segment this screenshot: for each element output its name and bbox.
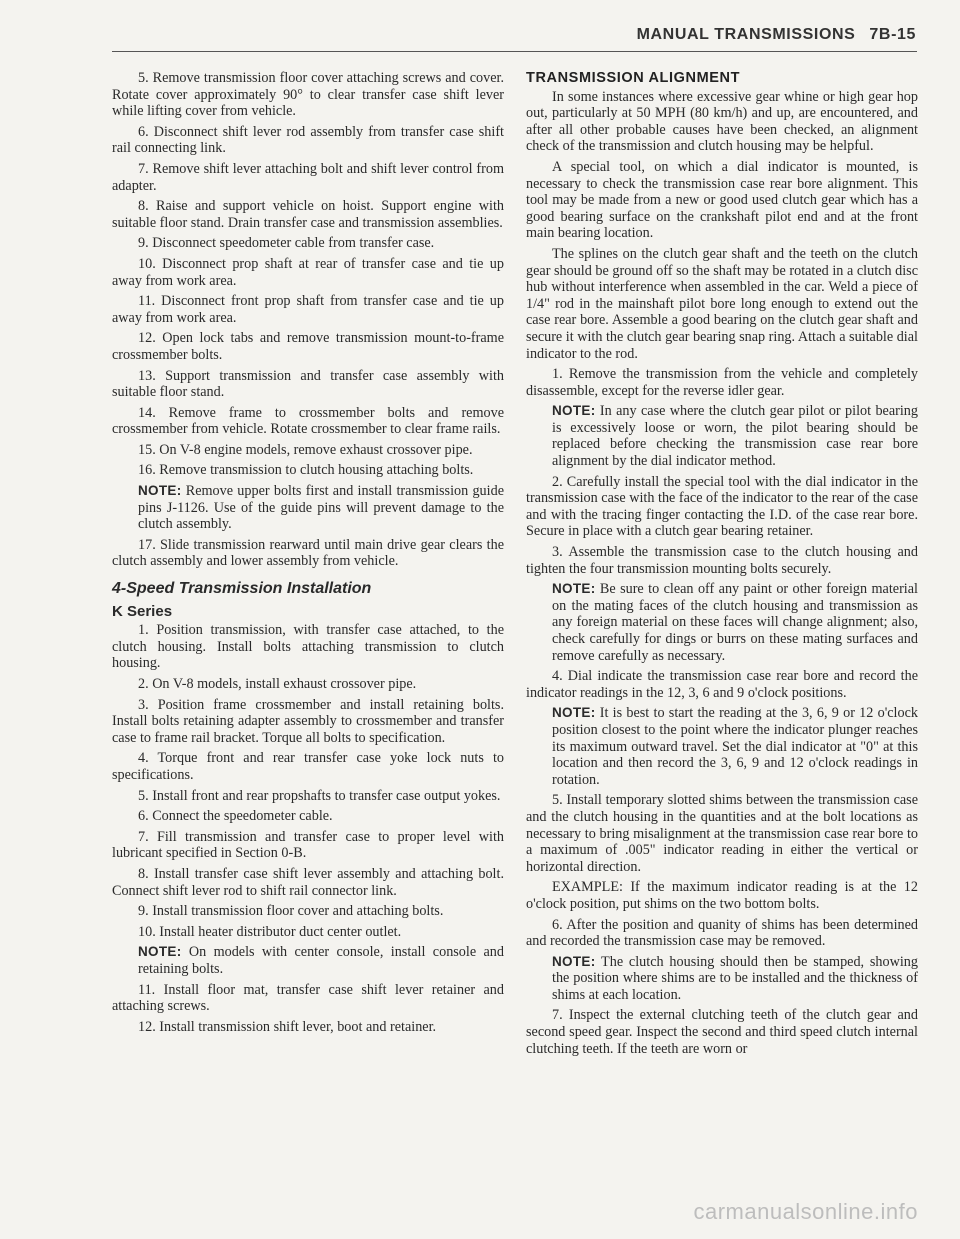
- note-paragraph: [138, 483, 504, 533]
- note-paragraph: [138, 944, 504, 977]
- subsection-heading: K Series: [112, 602, 173, 620]
- step-paragraph: 11. Install floor mat, transfer case shift lever retainer and attaching screws.: [112, 981, 504, 1015]
- step-paragraph: 4. Dial indicate the transmission case rear bore and record the indicator readings in the 12, 3, 6 and 9 o'clock positions.: [526, 668, 918, 701]
- step-paragraph: 7. Fill transmission and transfer case to proper level with lubricant specified in Section 0-B.: [112, 828, 504, 862]
- step-paragraph: 10. Disconnect prop shaft at rear of transfer case and tie up away from work area.: [112, 255, 504, 289]
- page-number: 7B-15: [869, 26, 916, 43]
- step-paragraph: 5. Install front and rear propshafts to transfer case output yokes.: [138, 787, 501, 804]
- step-paragraph: 9. Disconnect speedometer cable from transfer case.: [138, 235, 435, 252]
- step-paragraph: 4. Torque front and rear transfer case yoke lock nuts to specifications.: [112, 750, 504, 783]
- note-paragraph: [552, 581, 918, 664]
- note-text: Be sure to clean off any paint or other foreign material on the mating faces of the clutch housing and transmission as any foreign material on these faces will change alignment; also, check carefully for dings or burrs on these mating surfaces and remove carefully as necessary.: [552, 581, 918, 664]
- step-paragraph: 13. Support transmission and transfer case assembly with suitable floor stand.: [112, 367, 504, 401]
- step-paragraph: 7. Inspect the external clutching teeth of the clutch gear and second speed gear. Inspect the second and third speed clutch internal clutching teeth. If the teeth are worn or: [526, 1007, 918, 1057]
- step-paragraph: 11. Disconnect front prop shaft from transfer case and tie up away from work area.: [112, 293, 504, 326]
- section-heading: 4-Speed Transmission Installation: [112, 580, 372, 598]
- step-paragraph: 16. Remove transmission to clutch housing attaching bolts.: [138, 462, 474, 479]
- note-label: NOTE:: [138, 483, 182, 499]
- step-paragraph: 6. Disconnect shift lever rod assembly from transfer case shift rail connecting link.: [112, 123, 504, 157]
- body-paragraph: A special tool, on which a dial indicator is mounted, is necessary to check the transmission case rear bore alignment. This tool may be made from a new or good used clutch gear which has a good bearing surface on the crankshaft pilot end and at the front main bearing location.: [526, 158, 918, 242]
- note-label: NOTE:: [552, 403, 596, 419]
- note-label: NOTE:: [138, 944, 182, 960]
- step-paragraph: 12. Install transmission shift lever, boot and retainer.: [138, 1018, 437, 1035]
- step-paragraph: 2. Carefully install the special tool with the dial indicator in the transmission case with the face of the indicator to the rear of the case and with the tracing finger contacting the I.D. of the case rear bore. Secure in place with a clutch gear bearing retainer.: [526, 473, 918, 540]
- body-paragraph: The splines on the clutch gear shaft and the teeth on the clutch gear should be ground off so the shaft may be rotated in a clutch disc hub without interference when assembled in the car. Weld a piece of 1/4" rod in the mainshaft pilot bore long enough to extend out the case rear bore. Assemble a good bearing on the clutch gear shaft and secure it with the clutch gear bearing snap ring. Attach a suitable dial indicator to the rod.: [526, 245, 918, 362]
- step-paragraph: 10. Install heater distributor duct center outlet.: [138, 923, 402, 940]
- step-paragraph: 15. On V-8 engine models, remove exhaust crossover pipe.: [138, 441, 473, 458]
- note-text: On models with center console, install console and retaining bolts.: [138, 944, 504, 977]
- step-paragraph: 3. Assemble the transmission case to the clutch housing and tighten the four transmission mounting bolts securely.: [526, 544, 918, 577]
- body-paragraph: In some instances where excessive gear whine or high gear hop out, particularly at 50 MPH (80 km/h) and up, are encountered, and after all other probable causes have been checked, an alignment check of the transmission and clutch housing may be helpful.: [526, 88, 918, 155]
- note-text: It is best to start the reading at the 3, 6, 9 or 12 o'clock position closest to the point where the indicator plunger reaches its maximum outward travel. Set the dial indicator at "0" at this location and then record the 3, 6, 9 and 12 o'clock readings in rotation.: [552, 705, 918, 788]
- note-label: NOTE:: [552, 705, 596, 721]
- watermark: carmanualsonline.info: [693, 1199, 918, 1224]
- step-paragraph: 14. Remove frame to crossmember bolts and remove crossmember from vehicle. Rotate crossmember to clear frame rails.: [112, 404, 504, 438]
- note-paragraph: [552, 705, 918, 788]
- step-paragraph: 3. Position frame crossmember and install retaining bolts. Install bolts retaining adapter assembly to crossmember and transfer case to frame rail bracket. Torque all bolts to specification.: [112, 696, 504, 746]
- note-text: In any case where the clutch gear pilot or pilot bearing is excessively loose or worn, the pilot bearing should be replaced before checking the transmission case rear bore alignment by the dial indicator method.: [552, 403, 918, 470]
- step-paragraph: 1. Remove the transmission from the vehicle and completely disassemble, except for the reverse idler gear.: [526, 366, 918, 399]
- header-rule: [112, 51, 917, 52]
- chapter-title: MANUAL TRANSMISSIONS: [636, 26, 856, 43]
- note-paragraph: [552, 403, 918, 469]
- step-paragraph: 5. Install temporary slotted shims between the transmission case and the clutch housing in the quantities and at the bolt locations as necessary to bring misalignment at the transmission case rear bore to a maximum of .005" indicator reading in either the vertical or horizontal direction.: [526, 792, 918, 875]
- step-paragraph: 2. On V-8 models, install exhaust crossover pipe.: [138, 676, 417, 692]
- note-label: NOTE:: [552, 953, 596, 969]
- step-paragraph: 6. Connect the speedometer cable.: [138, 808, 333, 825]
- step-paragraph: 8. Raise and support vehicle on hoist. Support engine with suitable floor stand. Drain transfer case and transmission assemblies.: [112, 198, 504, 231]
- note-text: Remove upper bolts first and install transmission guide pins J-1126. Use of the guide pins will prevent damage to the clutch assembly.: [138, 483, 504, 533]
- step-paragraph: 6. After the position and quanity of shims has been determined and recorded the transmission case may be removed.: [526, 916, 918, 950]
- note-text: The clutch housing should then be stamped, showing the position where shims are to be installed and the thickness of shims at each location.: [552, 953, 918, 1003]
- right-column: [526, 70, 918, 1061]
- step-paragraph: 1. Position transmission, with transfer case attached, to the clutch housing. Install bolts attaching transmission to clutch housing.: [112, 622, 504, 672]
- step-paragraph: 9. Install transmission floor cover and attaching bolts.: [138, 903, 444, 920]
- note-paragraph: [552, 954, 918, 1004]
- example-paragraph: EXAMPLE: If the maximum indicator reading is at the 12 o'clock position, put shims on the two bottom bolts.: [526, 879, 918, 912]
- step-paragraph: 12. Open lock tabs and remove transmission mount-to-frame crossmember bolts.: [112, 330, 504, 363]
- step-paragraph: 5. Remove transmission floor cover attaching screws and cover. Rotate cover approximately 90° to clear transfer case shift lever while lifting cover from vehicle.: [112, 70, 504, 120]
- section-heading: TRANSMISSION ALIGNMENT: [526, 70, 741, 86]
- step-paragraph: 8. Install transfer case shift lever assembly and attaching bolt. Connect shift lever rod to shift rail connector link.: [112, 865, 504, 899]
- running-head: [637, 26, 916, 44]
- step-paragraph: 7. Remove shift lever attaching bolt and shift lever control from adapter.: [112, 160, 504, 194]
- note-label: NOTE:: [552, 581, 596, 597]
- left-column: [112, 70, 504, 1039]
- step-paragraph: 17. Slide transmission rearward until main drive gear clears the clutch assembly and lower assembly from vehicle.: [112, 536, 504, 570]
